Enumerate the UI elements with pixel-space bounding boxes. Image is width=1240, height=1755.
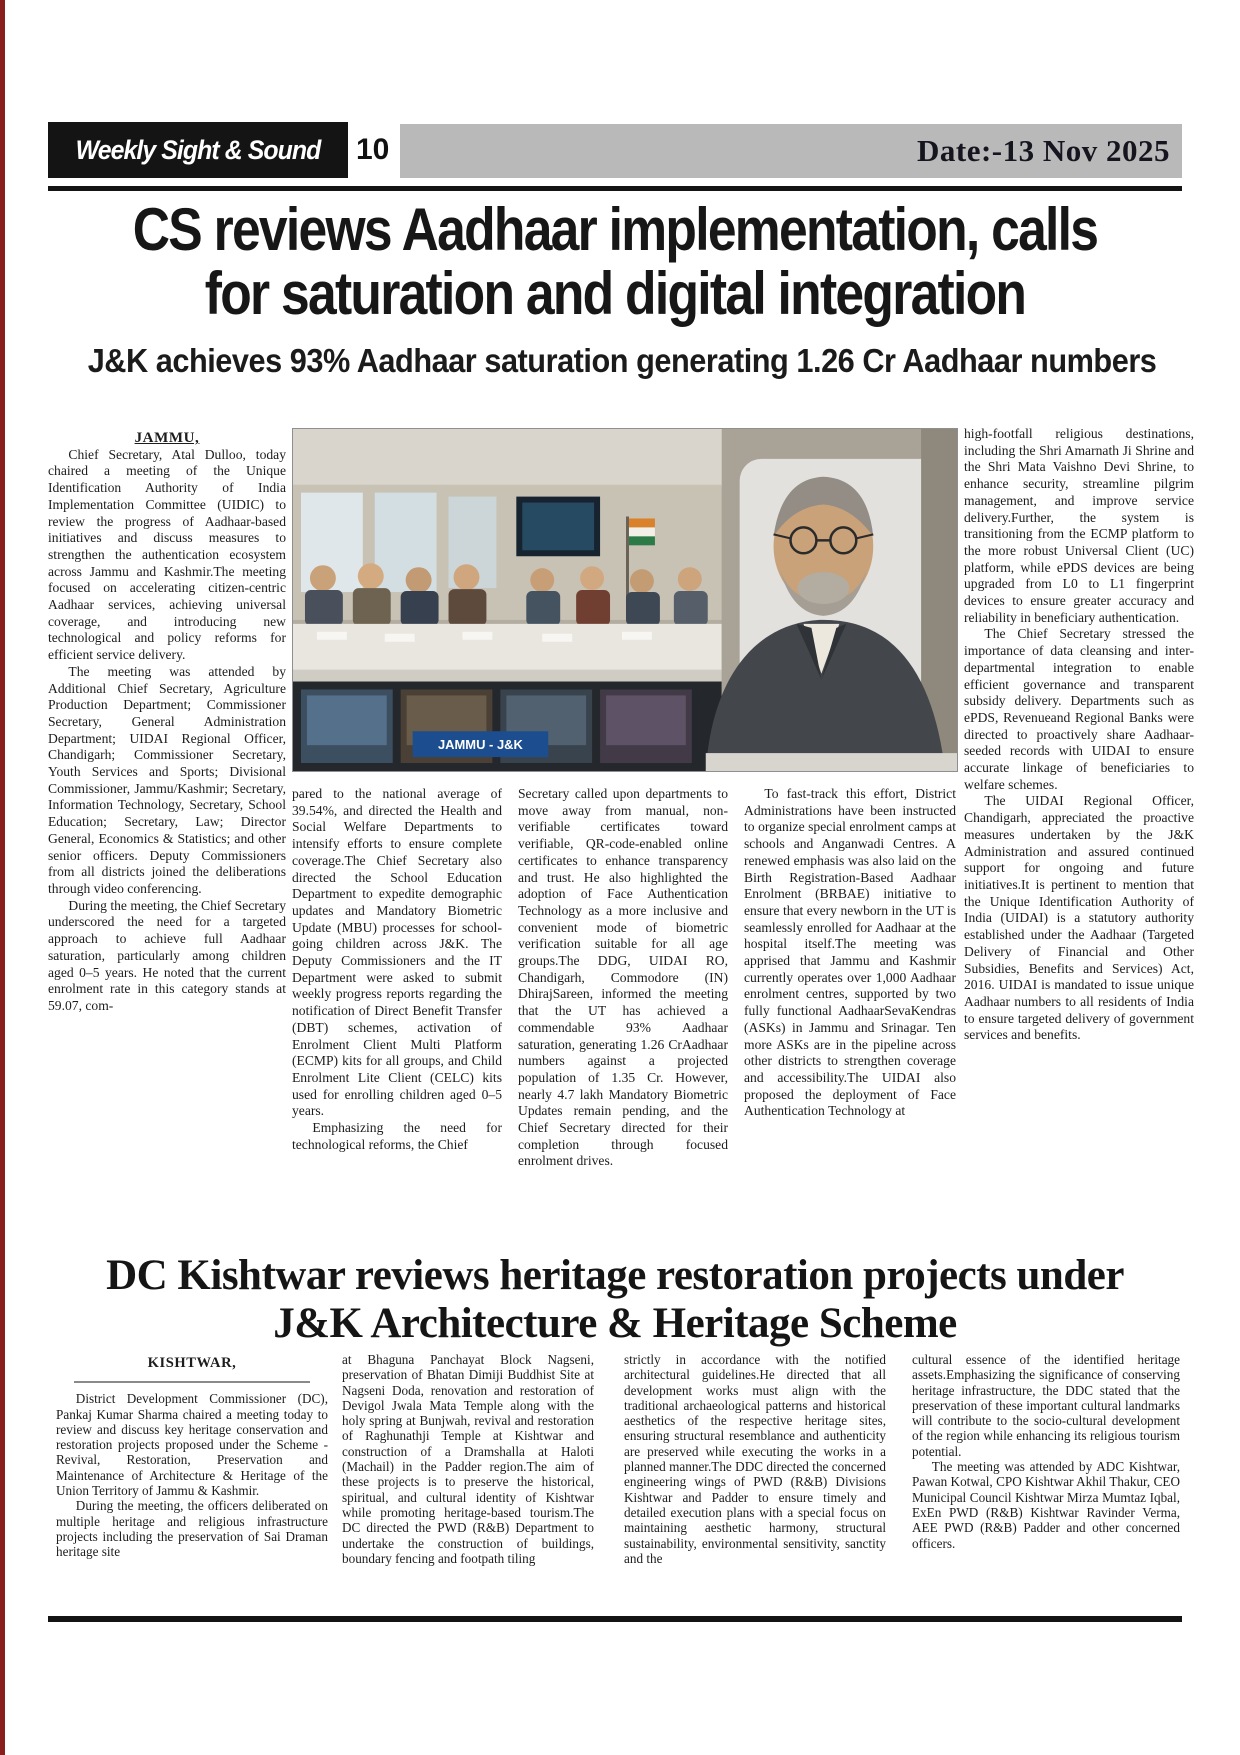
article1-col3-p1: Secretary called upon departments to move away from manual, non-verifiable certificates toward verifiable, QR-code-enabled online certificates to enhance transparency and trust. He also highlighted the adoption of Face Authentication Technology as a more inclusive and convenient mode of biometric verification suitable for all age groups.The DDG, UIDAI RO, Chandigarh, Commodore (IN) DhirajSareen, informed the meeting that the UT has achieved a commendable 93% Aadhaar saturation, generating 1.26 CrAadhaar numbers against a projected population of 1.35 Cr. However, nearly 4.7 lakh Mandatory Biometric Updates remain pending, and the Chief Secretary directed for their completion through focused enrolment drives. <box>518 786 728 1169</box>
article1-col5-p1: high-footfall religious destinations, including the Shri Amarnath Ji Shrine and the Shri Mata Vaishno Devi Shrine, to enhance security, streamline pilgrim management, and improve service delivery.Further, the system is transitioning from the ECMP platform to the more robust Universal Client (UC) platform, while ePDS devices are being upgraded from L0 to L1 fingerprint devices to ensure greater accuracy and reliability in beneficiary authentication. <box>964 426 1194 625</box>
article2-col4-p2: The meeting was attended by ADC Kishtwar, Pawan Kotwal, CPO Kishtwar Akhil Thakur, CEO Municipal Council Kishtwar Mirza Mumtaz Iqbal, ExEn PWD (R&B) Kishtwar Ravinder Verma, AEE PWD (R&B) Padder and other concerned officers. <box>912 1459 1180 1551</box>
article1-col5-p3: The UIDAI Regional Officer, Chandigarh, appreciated the proactive measures undertaken by the J&K Administration and assured continued support for ongoing and future initiatives.It is pertinent to mention that the Unique Identification Authority of India (UIDAI) is a statutory authority established under the Aadhaar (Targeted Delivery of Financial and Other Subsidies, Benefits and Services) Act, 2016. UIDAI is mandated to issue unique Aadhaar numbers to all residents of India to ensure targeted delivery of government services and benefits. <box>964 793 1194 1043</box>
official-portrait <box>706 429 957 771</box>
article2-col1-p2: During the meeting, the officers deliberated on multiple heritage and religious infrastructure projects including the preservation of Sai Draman heritage site <box>56 1498 328 1560</box>
article2-headline-line2: J&K Architecture & Heritage Scheme <box>273 1300 957 1347</box>
page-number: 10 <box>356 133 390 166</box>
article1-col2-p2: Emphasizing the need for technological reforms, the Chief <box>292 1120 502 1152</box>
article1-column-5 <box>964 426 1194 1252</box>
article1-col1-p3: During the meeting, the Chief Secretary underscored the need for a targeted approach to achieve full Aadhaar saturation, particularly among children aged 0–5 years. He noted that the current enrolment rate in this category stands at 59.07, com- <box>48 897 286 1013</box>
date-text: Date:-13 Nov 2025 <box>916 133 1170 168</box>
article2-headline-line1: DC Kishtwar reviews heritage restoration projects under <box>106 1252 1124 1299</box>
article2-col4-p1: cultural essence of the identified heritage assets.Emphasizing the significance of conserving heritage infrastructure, the DDC stated that the preservation of these important cultural landmarks will contribute to the socio-cultural development of the region while enhancing its religious tourism potential. <box>912 1352 1180 1459</box>
article1-headline <box>48 198 1182 326</box>
header-rule <box>48 186 1182 191</box>
article2-headline <box>48 1252 1182 1348</box>
article1-headline-line1: CS reviews Aadhaar implementation, calls <box>132 196 1098 263</box>
article1-col1-p1: Chief Secretary, Atal Dulloo, today chaired a meeting of the Unique Identification Authority of India Implementation Committee (UIDIC) to review the progress of Aadhaar-based initiatives and discuss measures to strengthen the authentication ecosystem across Jammu and Kashmir.The meeting focused on accelerating citizen-centric Aadhaar services, achieving universal coverage, and introducing new technological and policy reforms for efficient service delivery. <box>48 446 286 663</box>
masthead <box>48 122 348 178</box>
article1-column-4 <box>744 786 956 1250</box>
article1-subheadline: J&K achieves 93% Aadhaar saturation generating 1.26 Cr Aadhaar numbers <box>87 342 1157 379</box>
meeting-photo-illustration <box>293 429 957 771</box>
article2-column-3 <box>624 1352 886 1610</box>
article2-col1-p1: District Development Commissioner (DC), Pankaj Kumar Sharma chaired a meeting today to review and discuss key heritage conservation and restoration projects proposed under the Scheme - Revival, Restoration, Preservation and Maintenance of Architecture & Heritage of the Union Territory of Jammu & Kashmir. <box>56 1391 328 1499</box>
article2-col2-p1: at Bhaguna Panchayat Block Nagseni, preservation of Bhatan Dimiji Buddhist Site at Nagseni Doda, renovation and restoration of Devigol Jwala Mata Temple along with the holy spring at Bunjwah, revival and restoration of Raghunathji Temple at Kishtwar and construction of a Dramshalla at Haloti (Machail) in the Padder region.The aim of these projects is to preserve the historical, spiritual, and cultural identity of Kishtwar while promoting heritage-based tourism.The DC directed the PWD (R&B) Department to undertake the construction of buildings, boundary fencing and footpath tiling <box>342 1352 594 1566</box>
date-bar <box>400 124 1182 178</box>
masthead-title: Weekly Sight & Sound <box>75 134 321 165</box>
article1-column-1 <box>48 430 286 1252</box>
article1-col5-p2: The Chief Secretary stressed the importance of data cleansing and inter-departmental integration to enable efficient governance and transparent subsidy delivery. Departments such as ePDS, Revenueand Regional Banks were directed to proactively share Aadhaar-seeded records with UIDAI to ensure accurate linkage of beneficiaries to welfare schemes. <box>964 626 1194 792</box>
article1-col4-p1: To fast-track this effort, District Administrations have been instructed to organize special enrolment camps at schools and Anganwadi Centres. A renewed emphasis was also laid on the Birth Registration-Based Aadhaar Enrolment (BRBAE) initiative to ensure that every newborn in the UT is seamlessly enrolled for Aadhaar at the hospital itself.The meeting was apprised that Jammu and Kashmir currently operates over 1,000 Aadhaar enrolment centres, supported by two fully functional AadhaarSevaKendras (ASKs) in Jammu and Srinagar. Ten more ASKs are in the pipeline across other districts to strengthen coverage and accessibility.The UIDAI also proposed the deployment of Face Authentication Technology at <box>744 786 956 1119</box>
article2-column-2 <box>342 1352 594 1610</box>
article1-col2-p1: pared to the national average of 39.54%, and directed the Health and Social Welfare Departments to intensify efforts to ensure complete coverage.The Chief Secretary also directed the School Education Department to expedite demographic updates and Mandatory Biometric Update (MBU) processes for school-going children across J&K. The Deputy Commissioners and the IT Department were asked to submit weekly progress reports regarding the notification of Direct Benefit Transfer (DBT) schemes, activation of Enrolment Client Multi Platform (ECMP) kits for all groups, and Child Enrolment Lite Client (CELC) kits used for enrolling children aged 0–5 years. <box>292 786 502 1119</box>
article2-column-4 <box>912 1352 1180 1610</box>
article1-column-3 <box>518 786 728 1250</box>
page-left-rule <box>0 0 5 1755</box>
article1-dateline: JAMMU, <box>134 430 200 446</box>
article2-col3-p1: strictly in accordance with the notified architectural guidelines.He directed that all development works must align with the traditional archaeological patterns and historical aesthetics of the respective heritage sites, ensuring structural resemblance and authenticity are preserved while executing the works in a planned manner.The DDC directed the concerned engineering wings of PWD (R&B) Divisions Kishtwar and Padder to ensure timely and detailed execution plans with a special focus on maintaining aesthetic harmony, structural sustainability, environmental sensitivity, sanctity and the <box>624 1352 886 1566</box>
bottom-rule <box>48 1616 1182 1622</box>
article1-photo <box>292 428 958 772</box>
article2-column-1 <box>56 1354 328 1610</box>
article2-dateline: KISHTWAR, <box>74 1356 310 1383</box>
article1-headline-line2: for saturation and digital integration <box>204 260 1026 327</box>
video-tile-label: JAMMU - J&K <box>437 737 523 753</box>
article1-column-2 <box>292 786 502 1250</box>
article1-col1-p2: The meeting was attended by Additional Chief Secretary, Agriculture Production Department; Commissioner Secretary, General Administration Department; UIDAI Regional Officer, Chandigarh; Commissioner Secretary, Youth Services and Sports; Divisional Commissioner, Jammu/Kashmir; Secretary, Information Technology, Secretary, School Education; Secretary, Law; Director General, Economics & Statistics; and other senior officers. Deputy Commissioners from all districts joined the deliberations through video conferencing. <box>48 663 286 896</box>
